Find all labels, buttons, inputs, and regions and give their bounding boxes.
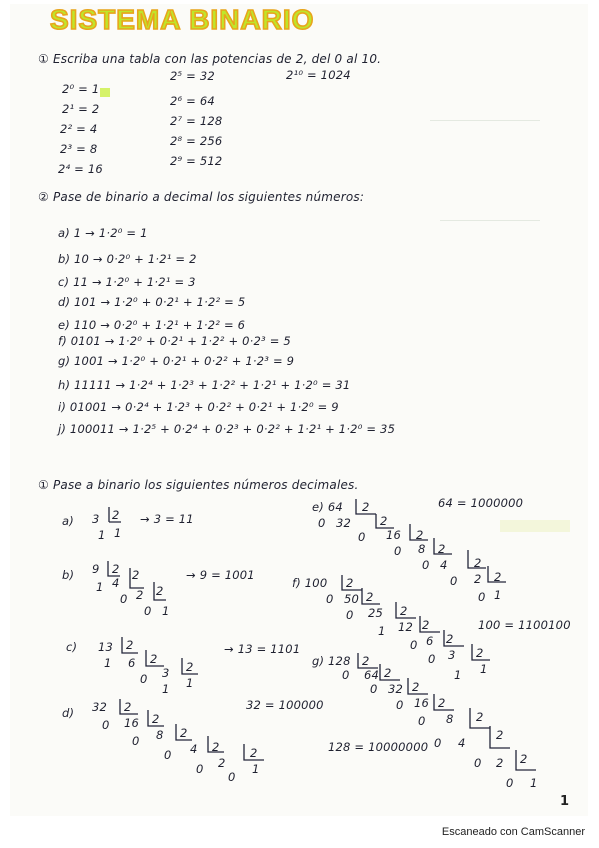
quotient: 1 [186,676,194,690]
remainder: 0 [358,530,366,544]
section-3-heading: ① Pase a binario los siguientes números decimales. [38,478,359,492]
conversion-line: e) 110 → 0·2⁰ + 1·2¹ + 1·2² = 6 [58,318,246,332]
remainder: 0 [396,698,404,712]
divisor: 2 [412,680,420,694]
power-row: 2¹ = 2 [62,102,100,116]
result: 64 = 1000000 [438,496,524,510]
quotient: 64 [364,668,380,682]
quotient: 1 [114,526,122,540]
divisor: 2 [416,528,424,542]
bleed-through-mark [430,110,540,121]
remainder: 0 [506,776,514,790]
remainder: 0 [346,608,354,622]
scanner-footer: Escaneado con CamScanner [441,826,585,838]
quotient: 25 [368,606,384,620]
division-bracket [106,560,166,604]
division-bracket [120,636,200,680]
exercise-label: b) [62,568,75,582]
divisor: 2 [186,660,194,674]
result: → 13 = 1101 [224,642,301,656]
divisor: 2 [400,604,408,618]
remainder: 1 [162,682,170,696]
quotient: 16 [414,696,430,710]
remainder: 0 [318,516,326,530]
quotient: 1 [252,762,260,776]
remainder: 0 [450,574,458,588]
divisor: 2 [132,568,140,582]
remainder: 0 [410,638,418,652]
divisor: 2 [438,696,446,710]
divisor: 2 [494,570,502,584]
conversion-line: g) 1001 → 1·2⁰ + 0·2¹ + 0·2² + 1·2³ = 9 [58,354,295,368]
remainder: 0 [394,544,402,558]
section-2-heading: ② Pase de binario a decimal los siguientes números: [38,190,365,204]
conversion-line: f) 0101 → 1·2⁰ + 0·2¹ + 1·2² + 0·2³ = 5 [58,334,291,348]
section-1-heading: ① Escriba una tabla con las potencias de 2, del 0 al 10. [38,52,382,66]
remainder: 0 [422,558,430,572]
power-row: 2⁶ = 64 [170,94,215,108]
power-row: 2⁴ = 16 [58,162,103,176]
division-bracket [356,652,546,776]
divisor: 2 [362,654,370,668]
remainder: 0 [140,672,148,686]
divisor: 2 [150,652,158,666]
conversion-line: d) 101 → 1·2⁰ + 0·2¹ + 1·2² = 5 [58,295,246,309]
quotient: 6 [426,634,434,648]
quotient: 4 [440,558,448,572]
divisor: 2 [124,700,132,714]
quotient: 4 [112,576,120,590]
divisor: 2 [126,638,134,652]
divisor: 2 [112,562,120,576]
dividend: 9 [92,562,100,576]
remainder: 0 [196,762,204,776]
result: 100 = 1100100 [478,618,571,632]
remainder: 0 [434,736,442,750]
quotient: 12 [398,620,414,634]
conversion-line: c) 11 → 1·2⁰ + 1·2¹ = 3 [58,275,196,289]
quotient: 2 [496,756,504,770]
divisor: 2 [476,646,484,660]
conversion-line: i) 01001 → 0·2⁴ + 1·2³ + 0·2² + 0·2¹ + 1·2⁰ = 9 [58,400,339,414]
divisor: 2 [520,752,528,766]
power-row: 2³ = 8 [60,142,98,156]
quotient: 16 [124,716,140,730]
exercise-label: d) [62,706,75,720]
remainder: 0 [132,734,140,748]
divisor: 2 [362,500,370,514]
quotient: 4 [458,736,466,750]
remainder: 1 [454,668,462,682]
remainder: 0 [228,770,236,784]
conversion-line: h) 11111 → 1·2⁴ + 1·2³ + 1·2² + 1·2¹ + 1·2⁰ = 31 [58,378,351,392]
result: → 3 = 11 [140,512,194,526]
remainder: 0 [164,748,172,762]
quotient: 1 [480,662,488,676]
result: 128 = 10000000 [328,740,429,754]
divisor: 2 [476,710,484,724]
quotient: 3 [162,666,170,680]
quotient: 8 [418,542,426,556]
quotient: 3 [448,648,456,662]
conversion-line: b) 10 → 0·2⁰ + 1·2¹ = 2 [58,252,197,266]
divisor: 2 [438,542,446,556]
divisor: 2 [212,740,220,754]
conversion-line: j) 100011 → 1·2⁵ + 0·2⁴ + 0·2³ + 0·2² + 1·2¹ + 1·2⁰ = 35 [58,422,396,436]
dividend: 13 [98,640,114,654]
divisor: 2 [346,576,354,590]
exercise-label: f) 100 [292,576,328,590]
highlight-mark [100,88,110,97]
power-row: 2¹⁰ = 1024 [286,68,351,82]
divisor: 2 [156,584,164,598]
remainder: 0 [418,714,426,728]
divisor: 2 [422,618,430,632]
divisor: 2 [496,728,504,742]
remainder: 1 [378,624,386,638]
exercise-label: g) 128 [312,654,351,668]
dividend: 32 [92,700,108,714]
quotient: 1 [162,604,170,618]
divisor: 2 [180,726,188,740]
power-row: 2⁵ = 32 [170,69,215,83]
remainder: 0 [102,718,110,732]
remainder: 0 [144,604,152,618]
exercise-label: a) [62,514,74,528]
page-title: SISTEMA BINARIO [50,4,315,35]
conversion-line: a) 1 → 1·2⁰ = 1 [58,226,148,240]
exercise-label: c) [66,640,78,654]
divisor: 2 [250,746,258,760]
division-bracket [108,506,122,524]
divisor: 2 [380,514,388,528]
power-row: 2⁰ = 1 [62,82,100,96]
result: 32 = 100000 [246,698,324,712]
quotient: 2 [218,756,226,770]
divisor: 2 [152,712,160,726]
quotient: 32 [388,682,404,696]
quotient: 1 [494,588,502,602]
quotient: 16 [386,528,402,542]
remainder: 0 [370,682,378,696]
remainder: 0 [478,590,486,604]
result: → 9 = 1001 [186,568,255,582]
quotient: 2 [474,572,482,586]
division-bracket [354,498,514,586]
remainder: 0 [342,668,350,682]
power-row: 2² = 4 [60,122,98,136]
bleed-through-mark [440,210,540,221]
divisor: 2 [474,556,482,570]
exercise-label: e) 64 [312,500,343,514]
remainder: 1 [104,656,112,670]
quotient: 1 [530,776,538,790]
divisor: 2 [366,590,374,604]
power-row: 2⁹ = 512 [170,154,223,168]
remainder: 0 [120,592,128,606]
remainder: 1 [98,528,106,542]
page-number: 1 [560,794,570,809]
divisor: 2 [446,632,454,646]
power-row: 2⁸ = 256 [170,134,223,148]
quotient: 50 [344,592,360,606]
power-row: 2⁷ = 128 [170,114,223,128]
divisor: 2 [384,666,392,680]
remainder: 0 [326,592,334,606]
remainder: 0 [428,652,436,666]
division-bracket [340,574,500,662]
quotient: 2 [136,588,144,602]
remainder: 0 [474,756,482,770]
quotient: 8 [446,712,454,726]
quotient: 6 [128,656,136,670]
quotient: 8 [156,728,164,742]
dividend: 3 [92,512,100,526]
quotient: 4 [190,742,198,756]
remainder: 1 [96,580,104,594]
divisor: 2 [112,508,120,522]
quotient: 32 [336,516,352,530]
